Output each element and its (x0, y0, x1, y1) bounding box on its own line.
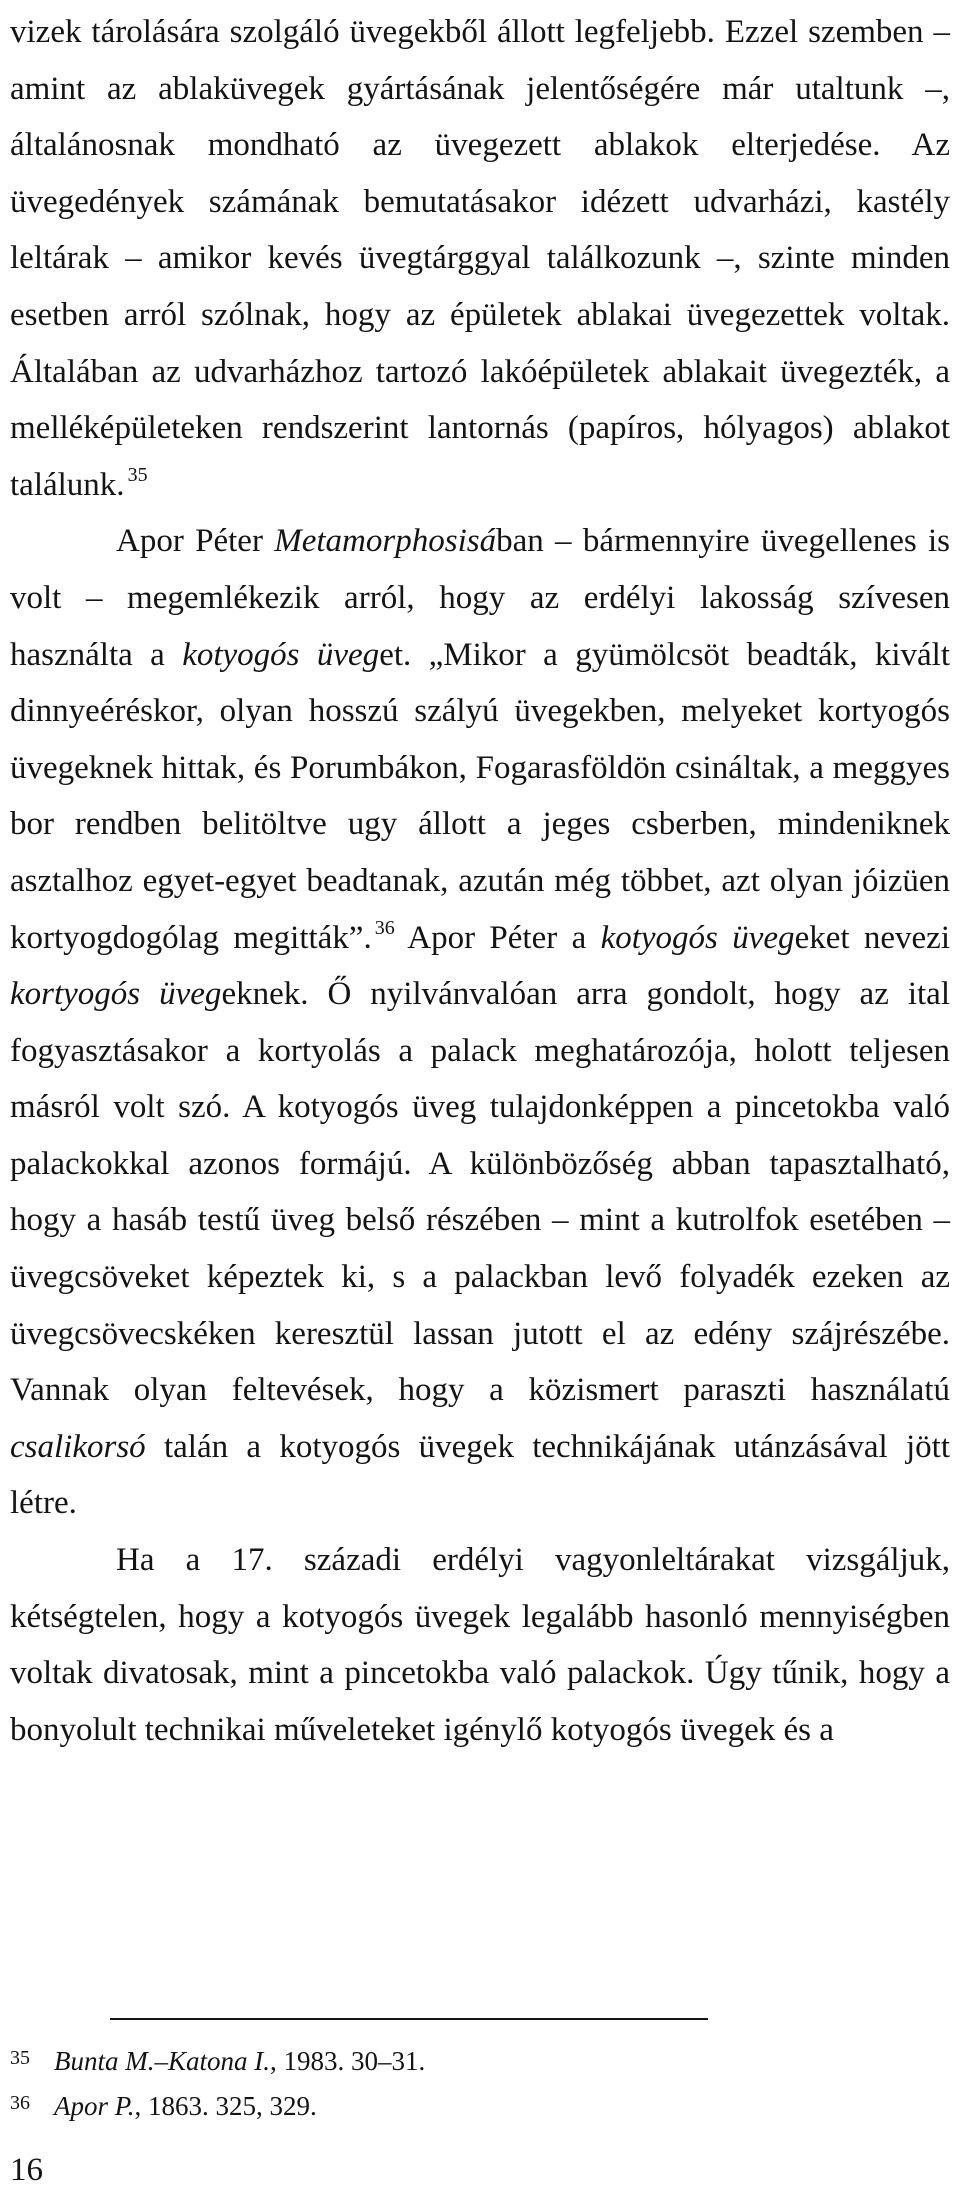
footnote (10, 2085, 950, 2130)
footnote-number: 35 (10, 2047, 30, 2069)
page-number: 16 (10, 2152, 43, 2188)
italic-text: kotyogós üveg (600, 919, 795, 956)
italic-text: csalikorsó (10, 1428, 146, 1465)
footnote-reference: 36 (374, 916, 395, 939)
footnotes (10, 2040, 950, 2130)
text-run: et. „Mikor a gyümölcsöt beadták, kivált dinnyeéréskor, olyan hosszú szályú üvegekben, melyeket kortyogós üvegeknek hittak, és Porumbákon, Fogarasföldön csináltak, a meggyes bor rendben belitöltve ugy állott a jeges csberben, mindeniknek asztalhoz egyet-egyet beadtanak, azután még többet, azt olyan jóizüen kortyogdogólag megitták”. (10, 636, 950, 956)
italic-text: Apor P. (54, 2091, 135, 2121)
body-text (10, 4, 950, 1758)
text-run: Apor Péter (116, 523, 275, 560)
italic-text: kotyogós üveg (182, 636, 380, 673)
italic-text: Bunta M.–Katona I. (54, 2046, 270, 2076)
footnote-number: 36 (10, 2092, 30, 2114)
text-run: ban – bármennyire üvegellenes is volt – megemlékezik arról, hogy az erdélyi lakosság szívesen használta a (10, 523, 950, 673)
text-run: Ha a 17. századi erdélyi vagyonleltárakat vizsgáljuk, kétségtelen, hogy a kotyogós üvegek legalább hasonló mennyiségben voltak divatosak, mint a pincetokba való palackok. Úgy tűnik, hogy a bonyolult technikai műveleteket igénylő kotyogós üvegek és a (10, 1542, 950, 1748)
footnote-reference: 35 (127, 463, 148, 486)
text-run: eknek. Ő nyilvánvalóan arra gondolt, hogy az ital fogyasztásakor a kortyolás a palack meghatározója, holott teljesen másról volt szó. A kotyogós üveg tulajdonképpen a pincetokba való palackokkal azonos formájú. A különbözőség abban tapasztalható, hogy a hasáb testű üveg belső részében – mint a kutrolfok esetében – üvegcsöveket képeztek ki, s a palackban levő folyadék ezeken az üvegcsövecskéken keresztül lassan jutott el az edény szájrészébe. Vannak olyan feltevések, hogy a közismert paraszti használatú (10, 976, 950, 1409)
italic-text: kortyogós üveg (10, 976, 222, 1013)
text-run: , 1983. 30–31. (270, 2046, 426, 2076)
footnote-separator (110, 2018, 708, 2020)
paragraph (10, 4, 950, 513)
text-run: talán a kotyogós üvegek technikájának utánzásával jött létre. (10, 1428, 950, 1522)
paragraph (10, 1532, 950, 1758)
paragraph (10, 513, 950, 1532)
text-run: , 1863. 325, 329. (134, 2091, 317, 2121)
footnote-text (54, 2040, 425, 2082)
text-run: eket nevezi (794, 919, 950, 956)
italic-text: Metamorphosisá (274, 523, 497, 560)
text-run: Apor Péter a (394, 919, 601, 956)
footnote (10, 2040, 950, 2085)
text-run: vizek tárolására szolgáló üvegekből állott legfeljebb. Ezzel szemben – amint az ablaküvegek gyártásának jelentőségére már utaltunk –, általánosnak mondható az üvegezett ablakok elterjedése. Az üvegedények számának bemutatásakor idézett udvarházi, kastély leltárak – amikor kevés üvegtárggyal találkozunk –, szinte minden esetben arról szólnak, hogy az épületek ablakai üvegezettek voltak. Általában az udvarházhoz tartozó lakóépületek ablakait üvegezték, a melléképületeken rendszerint lantornás (papíros, hólyagos) ablakot találunk. (10, 14, 950, 503)
footnote-text (54, 2085, 317, 2127)
